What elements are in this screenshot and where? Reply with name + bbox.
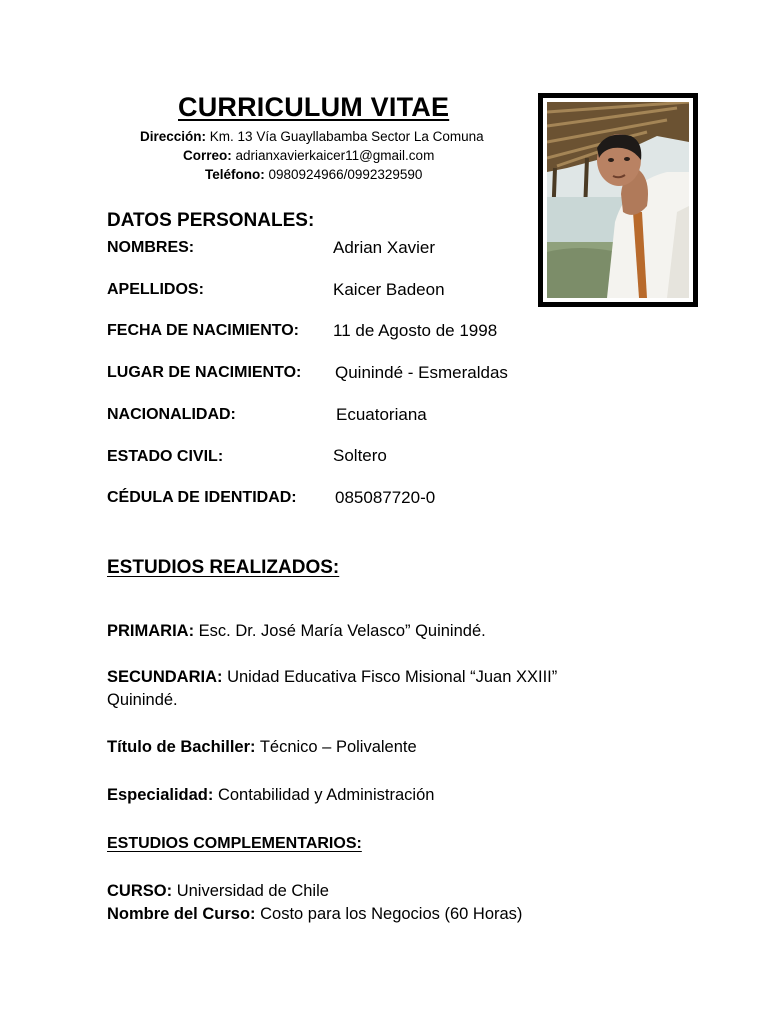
- course-line: [107, 882, 329, 901]
- field-value-civil-status: Soltero: [333, 446, 387, 465]
- secondary-school-line: [107, 668, 557, 687]
- specialty-line: [107, 786, 434, 805]
- profile-photo: [547, 102, 689, 298]
- phone-label: Teléfono:: [205, 167, 265, 182]
- specialty-label: Especialidad:: [107, 786, 214, 804]
- address-line: [140, 129, 484, 144]
- field-value-names: Adrian Xavier: [333, 238, 436, 257]
- field-value-id-number: 085087720-0: [335, 488, 436, 507]
- degree-value: Técnico – Polivalente: [259, 738, 417, 756]
- specialty-value: Contabilidad y Administración: [217, 786, 435, 804]
- field-value-nationality: Ecuatoriana: [336, 405, 427, 424]
- field-label-names: NOMBRES:: [107, 239, 195, 256]
- field-label-birth-place: LUGAR DE NACIMIENTO:: [107, 364, 302, 381]
- field-label-id-number: CÉDULA DE IDENTIDAD:: [107, 489, 297, 506]
- degree-label: Título de Bachiller:: [107, 738, 256, 756]
- field-value-birth-date: 11 de Agosto de 1998: [333, 321, 498, 340]
- secondary-label: SECUNDARIA:: [107, 668, 223, 686]
- secondary-school-line-cont: Quinindé.: [107, 691, 178, 709]
- course-label: CURSO:: [107, 882, 173, 900]
- field-value-birth-place: Quinindé - Esmeraldas: [335, 363, 508, 382]
- course-name-line: [107, 905, 522, 924]
- primary-school-line: [107, 622, 486, 641]
- address-label: Dirección:: [140, 129, 207, 144]
- field-label-civil-status: ESTADO CIVIL:: [107, 448, 224, 465]
- phone-value: 0980924966/0992329590: [268, 167, 423, 182]
- primary-label: PRIMARIA:: [107, 622, 195, 640]
- complementary-heading: ESTUDIOS COMPLEMENTARIOS:: [107, 835, 362, 852]
- field-label-nationality: NACIONALIDAD:: [107, 406, 236, 423]
- field-value-surnames: Kaicer Badeon: [333, 280, 445, 299]
- phone-line: [205, 167, 422, 182]
- personal-data-heading: DATOS PERSONALES:: [107, 210, 315, 231]
- course-value: Universidad de Chile: [176, 882, 329, 900]
- degree-line: [107, 738, 417, 757]
- course-name-value: Costo para los Negocios (60 Horas): [260, 905, 523, 923]
- primary-value: Esc. Dr. José María Velasco” Quinindé.: [198, 622, 486, 640]
- address-value: Km. 13 Vía Guayllabamba Sector La Comuna: [209, 129, 484, 144]
- secondary-value: Unidad Educativa Fisco Misional “Juan XXIII”: [227, 668, 558, 686]
- field-label-surnames: APELLIDOS:: [107, 281, 204, 298]
- studies-heading: ESTUDIOS REALIZADOS:: [107, 557, 340, 578]
- field-label-birth-date: FECHA DE NACIMIENTO:: [107, 322, 299, 339]
- course-name-label: Nombre del Curso:: [107, 905, 256, 923]
- email-label: Correo:: [183, 148, 232, 163]
- page-title: CURRICULUM VITAE: [178, 92, 450, 122]
- email-line: [183, 148, 434, 163]
- email-value: adrianxavierkaicer11@gmail.com: [235, 148, 435, 163]
- profile-photo-frame: [538, 93, 698, 307]
